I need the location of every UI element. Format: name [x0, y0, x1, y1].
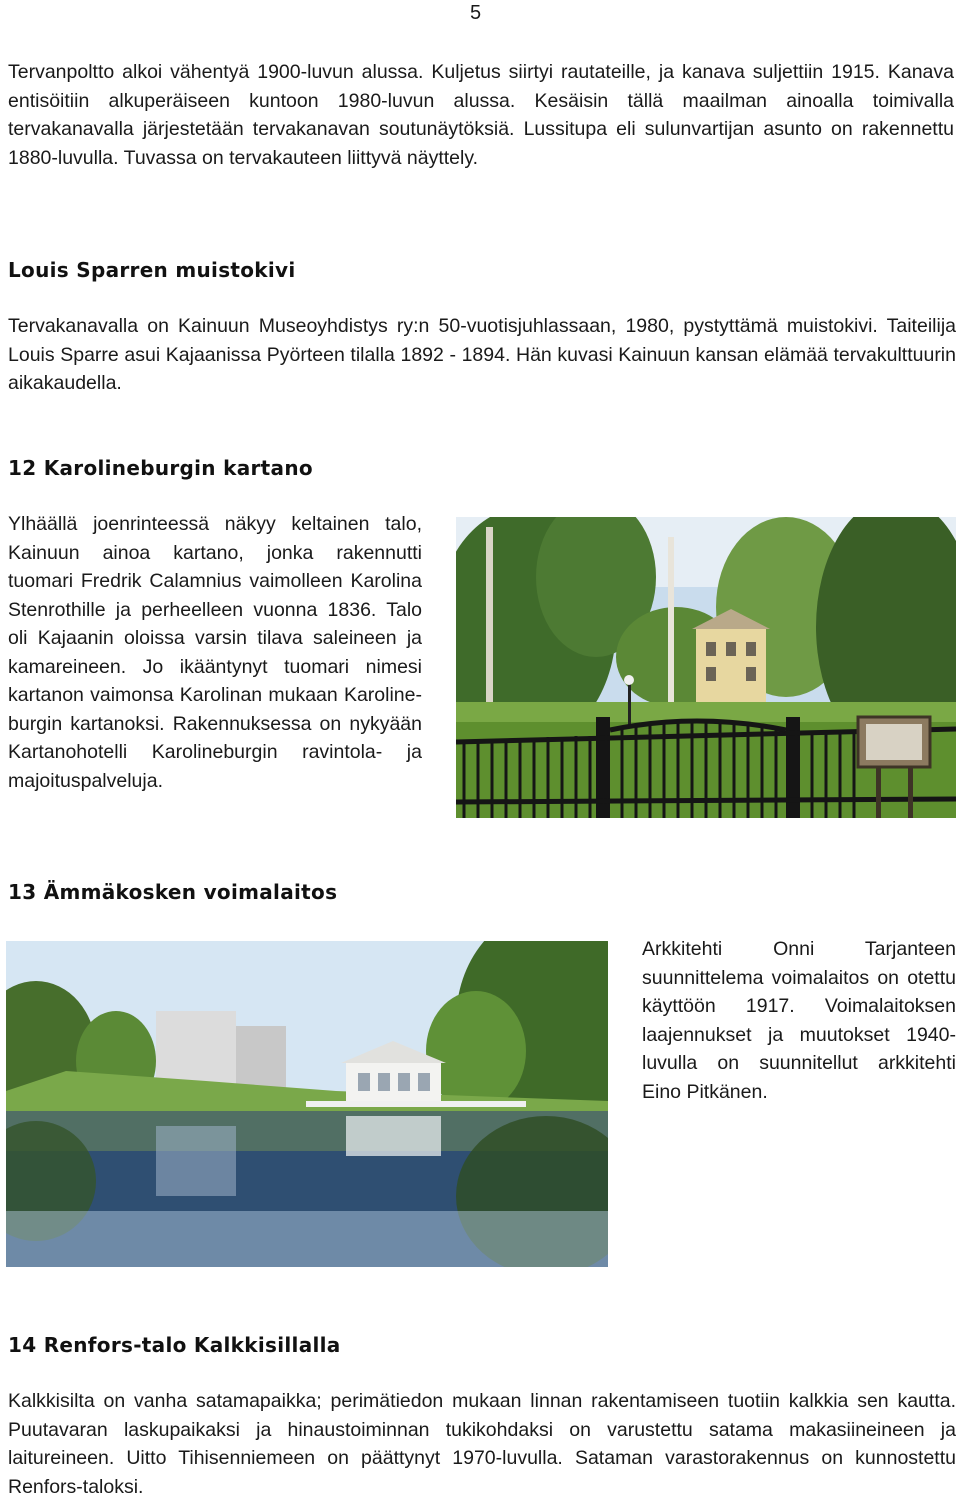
section-heading-karolineburg: 12 Karolineburgin kartano	[8, 456, 313, 480]
section-text-ammakoski: Arkkitehti Onni Tarjanteen suunnittelema voimalaitos on otettu käyttöön 1917. Voimalaitoksen laajennukset ja muutokset 1940-luvulla on suunnitellut arkkitehti Eino Pitkänen.	[642, 938, 956, 1103]
section-heading-renfors: 14 Renfors-talo Kalkkisillalla	[8, 1333, 341, 1357]
section-text-karolineburg: Ylhäällä joenrinteessä näkyy keltainen talo, Kainuun ainoa kartano, jonka rakennutti tuomari Fredrik Calamnius vaimolleen Karolina Stenrothille ja perheelleen vuonna 1836. Talo oli Kajaanin oloissa varsin tilava saleineen ja kamareineen. Jo ikääntynyt tuomari nimesi kartanon vaimonsa Karolinan mukaan Karolineburgin kartanoksi. Rakennuksessa on nykyään Kartanohotelli Karolineburgin ravintola- ja majoituspalveluja.	[8, 513, 422, 792]
ammakoski-power-plant-photo	[6, 941, 608, 1267]
page-number: 5	[470, 2, 482, 24]
intro-paragraph: Tervanpoltto alkoi vähentyä 1900-luvun alussa. Kuljetus siirtyi rautateille, ja kanava suljettiin 1915. Kanava entisöitiin alkuperäiseen kuntoon 1980-luvun alussa. Kesäisin tällä maailman ainoalla toimivalla tervakanavalla järjestetään tervakanavan soutunäytöksiä. Lussitupa eli sulunvartijan asunto on rakennettu 1880-luvulla. Tuvassa on tervakauteen liittyvä näyttely.	[8, 61, 954, 169]
section-text-louis-sparre: Tervakanavalla on Kainuun Museoyhdistys ry:n 50-vuotisjuhlassaan, 1980, pystyttämä muistokivi. Taiteilija Louis Sparre asui Kajaanissa Pyörteen tilalla 1892 - 1894. Hän kuvasi Kainuun kansan elämää tervakulttuurin aikakaudella.	[8, 315, 956, 394]
section-heading-louis-sparre: Louis Sparren muistokivi	[8, 258, 296, 282]
karolineburg-manor-photo	[456, 517, 956, 818]
section-text-renfors: Kalkkisilta on vanha satamapaikka; perimätiedon mukaan linnan rakentamiseen tuotiin kalkkia sen kautta. Puutavaran laskupaikaksi ja hinaustoiminnan tukikohdaksi on varustettu satama makasiineineen ja laitureineen. Uitto Tihisenniemeen on päättynyt 1970-luvulla. Sataman varastorakennus on kunnostettu Renfors-taloksi.	[8, 1390, 956, 1498]
section-heading-ammakoski: 13 Ämmäkosken voimalaitos	[8, 880, 338, 904]
